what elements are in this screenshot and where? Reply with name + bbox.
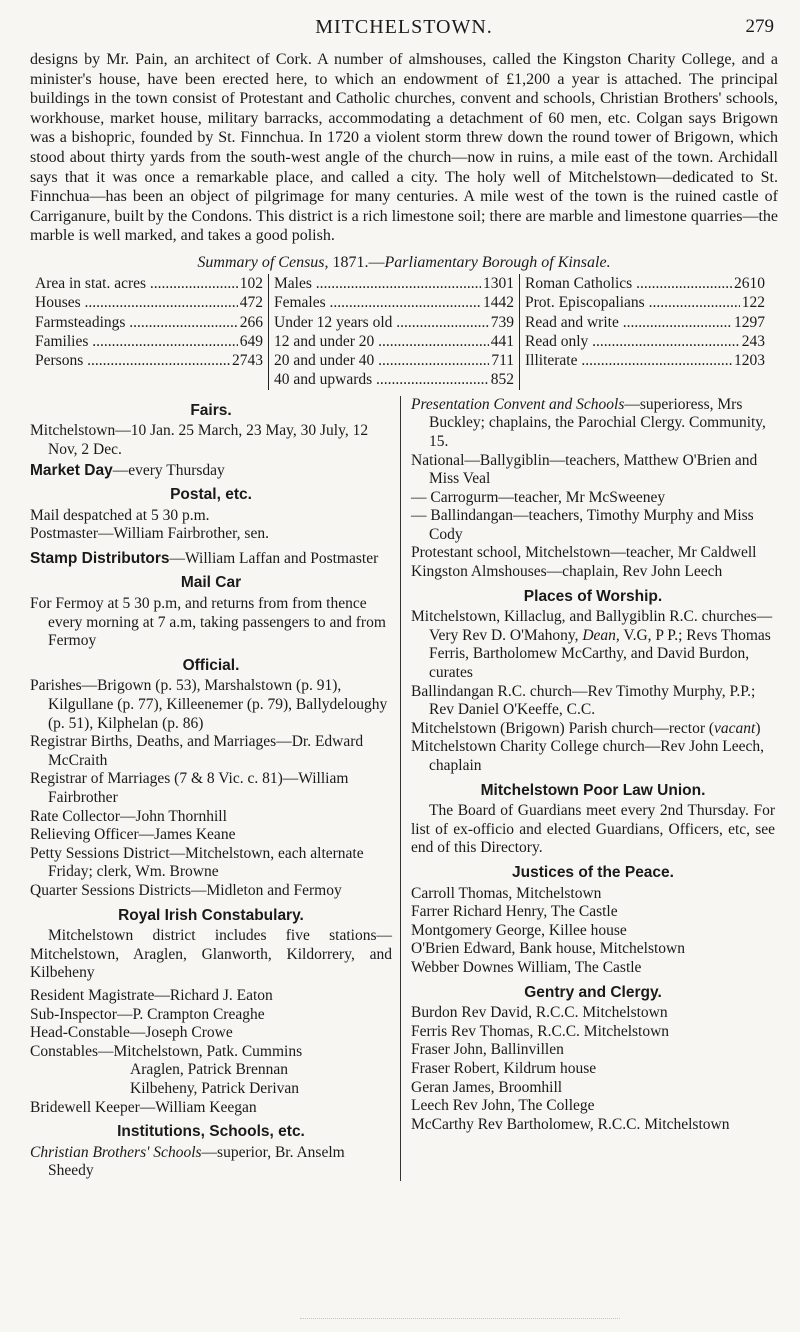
school-entry: Protestant school, Mitchelstown—teacher, Mr Caldwell [411,544,757,562]
institutions-entry [30,1144,392,1181]
dean-label: Dean, [582,626,620,644]
presentation-convent-text: —superioress, Mrs Buckley; chaplains, the Parochial Clergy. Community, 15. [429,395,766,450]
gentry-entry: Leech Rev John, The College [411,1097,595,1115]
ric-entry: Resident Magistrate—Richard J. Eaton [30,986,273,1004]
census-row: Families ..... 649 [35,332,263,351]
page-title: MITCHELSTOWN. [315,16,493,38]
census-row: Illiterate ..... 1203 [525,351,765,370]
mail-car-text: For Fermoy at 5 30 p.m, and returns from from thence every morning at 7 a.m, taking passengers to and from Fermoy [30,595,386,650]
official-entry: Relieving Officer—James Keane [30,826,236,844]
ric-entry-cont: Kilbeheny, Patrick Derivan [130,1079,300,1097]
poor-law-heading: Mitchelstown Poor Law Union. [480,781,706,799]
presentation-convent-entry [411,396,775,452]
stamp-heading: Stamp Distributors [30,549,170,567]
fairs-text: Mitchelstown—10 Jan. 25 March, 23 May, 30 July, 12 Nov, 2 Dec. [30,422,369,458]
census-table [30,274,778,390]
mail-car-heading: Mail Car [180,574,242,592]
official-entry: Registrar Births, Deaths, and Marriages—Dr. Edward McCraith [30,733,364,769]
market-day-heading: Market Day [30,461,113,479]
page-number: 279 [745,16,774,37]
census-row: Houses ..... 472 [35,293,263,312]
official-entry: Rate Collector—John Thornhill [30,807,227,825]
ric-entry: Constables—Mitchelstown, Patk. Cummins [30,1042,303,1060]
left-column [30,396,401,1181]
worship-heading: Places of Worship. [523,587,663,605]
ric-entry-cont: Araglen, Patrick Brennan [130,1061,288,1079]
census-title-year: 1871.— [328,253,385,271]
christian-brothers-label: Christian Brothers' Schools [30,1143,202,1161]
justice-entry: Webber Downes William, The Castle [411,958,642,976]
justices-heading: Justices of the Peace. [512,863,674,881]
intro-text [30,50,778,246]
vacant-label: vacant [714,719,756,737]
census-title-a: Summary of Census, [197,253,329,271]
census-col-2 [268,274,519,390]
worship-entry: Mitchelstown Charity College church—Rev John Leech, chaplain [411,738,764,774]
worship-entry: Ballindangan R.C. church—Rev Timothy Murphy, P.P.; Rev Daniel O'Keeffe, C.C. [411,682,756,719]
official-entry: Petty Sessions District—Mitchelstown, each alternate Friday; clerk, Wm. Browne [30,844,364,881]
institutions-heading: Institutions, Schools, etc. [117,1123,305,1141]
postal-heading: Postal, etc. [170,486,252,504]
gentry-entry: Burdon Rev David, R.C.C. Mitchelstown [411,1004,668,1022]
census-row: Area in stat. acres ..... 102 [35,274,263,293]
directory-page [30,14,778,1181]
census-row: Farmsteadings ..... 266 [35,313,263,332]
fairs-heading: Fairs. [190,401,232,419]
school-entry: — Carrogurm—teacher, Mr McSweeney [411,488,666,506]
school-entry: — Ballindangan—teachers, Timothy Murphy and Miss Cody [411,507,754,543]
two-column-body [30,396,778,1181]
ric-entry: Sub-Inspector—P. Crampton Creaghe [30,1005,265,1023]
census-title-b: Parliamentary Borough of Kinsale. [384,253,611,271]
right-column [401,396,775,1181]
gentry-entry: Fraser John, Ballinvillen [411,1041,564,1059]
census-row: Prot. Episcopalians ..... 122 [525,293,765,312]
school-entry: National—Ballygiblin—teachers, Matthew O'Brien and Miss Veal [411,451,758,488]
christian-brothers-text: —superior, Br. Anselm Sheedy [48,1143,345,1180]
stamp-distributors [30,550,392,569]
official-entry: Quarter Sessions Districts—Midleton and Fermoy [30,881,342,899]
justice-entry: Farrer Richard Henry, The Castle [411,903,618,921]
census-col-3 [519,274,770,390]
ric-heading: Royal Irish Constabulary. [118,906,304,924]
census-row: Read only ..... 243 [525,332,765,351]
school-entry: Kingston Almshouses—chaplain, Rev John Leech [411,563,723,581]
stamp-text: —William Laffan and Postmaster [169,549,379,567]
poor-law-text: The Board of Guardians meet every 2nd Thursday. For list of ex-officio and elected Guardians, Officers, etc, see end of this Directory. [411,802,775,857]
census-row: Roman Catholics ..... 2610 [525,274,765,293]
census-row: Read and write ..... 1297 [525,313,765,332]
official-entry: Registrar of Marriages (7 & 8 Vic. c. 81)—William Fairbrother [30,770,349,806]
justice-entry: Carroll Thomas, Mitchelstown [411,884,602,902]
ric-paragraph: Mitchelstown district includes five stations—Mitchelstown, Araglen, Glanworth, Kildorrery, and Kilbeheny [30,927,392,982]
census-row: 20 and under 40 ..... 711 [274,351,514,370]
census-row: Males ..... 1301 [274,274,514,293]
gentry-entry: Ferris Rev Thomas, R.C.C. Mitchelstown [411,1022,670,1040]
market-day [30,462,392,481]
page-bottom-mark [300,1318,620,1323]
justice-entry: O'Brien Edward, Bank house, Mitchelstown [411,940,685,958]
postal-line: Postmaster—William Fairbrother, sen. [30,525,269,543]
gentry-entry: Geran James, Broomhill [411,1078,563,1096]
postal-line: Mail despatched at 5 30 p.m. [30,506,210,524]
gentry-heading: Gentry and Clergy. [524,983,662,1001]
justice-entry: Montgomery George, Killee house [411,921,627,939]
census-row: 12 and under 20 ..... 441 [274,332,514,351]
worship-entry: Mitchelstown, Killaclug, and Ballygiblin R.C. churches—Very Rev D. O'Mahony, Dean, V.G, P P.; Revs Thomas Ferris, Bartholomew McCarthy, and David Burdon, curates [411,608,773,682]
intro-paragraph: designs by Mr. Pain, an architect of Cork. A number of almshouses, called the Kingston Charity College, and a minister's house, have been erected here, to which an endowment of £1,200 a year is attached. The principal buildings in the town consist of Protestant and Catholic churches, convent and schools, Christian Brothers' schools, workhouse, market house, military barracks, accommodating a detachment of 60 men, etc. Colgan says Brigown was a bishopric, founded by St. Finnchua. In 1720 a violent storm threw down the round tower of Brigown, which stood about thirty yards from the south-west angle of the church—now in ruins, a mile east of the town. Archidall says that it was once a remarkable place, and called a city. The holy well of Mitchelstown—dedicated to St. Finnchua—has been an object of pilgrimage for many centuries. A mile west of the town is the ruined castle of Carriganure, built by the Condons. This district is a rich limestone soil; there are marble and limestone quarries—the marble is well marked, and takes a good polish. [30,51,778,245]
census-title [30,254,778,272]
page-header [30,14,778,44]
census-row: Females ..... 1442 [274,293,514,312]
official-heading: Official. [182,656,240,674]
census-col-1 [30,274,268,390]
bridewell-entry: Bridewell Keeper—William Keegan [30,1098,257,1116]
census-row: Persons ..... 2743 [35,351,263,370]
official-entry: Parishes—Brigown (p. 53), Marshalstown (p. 91), Kilgullane (p. 77), Killeenemer (p. 79), Ballydeloughy (p. 51), Kilphelan (p. 86) [30,677,388,732]
worship-entry: Mitchelstown (Brigown) Parish church—rector (vacant) [411,719,761,737]
market-day-text: —every Thursday [112,461,225,479]
presentation-convent-label: Presentation Convent and Schools [411,395,625,413]
census-row: Under 12 years old ..... 739 [274,313,514,332]
census-row: 40 and upwards ..... 852 [274,370,514,389]
gentry-entry: McCarthy Rev Bartholomew, R.C.C. Mitchelstown [411,1115,730,1133]
gentry-entry: Fraser Robert, Kildrum house [411,1059,597,1077]
ric-entry: Head-Constable—Joseph Crowe [30,1024,233,1042]
